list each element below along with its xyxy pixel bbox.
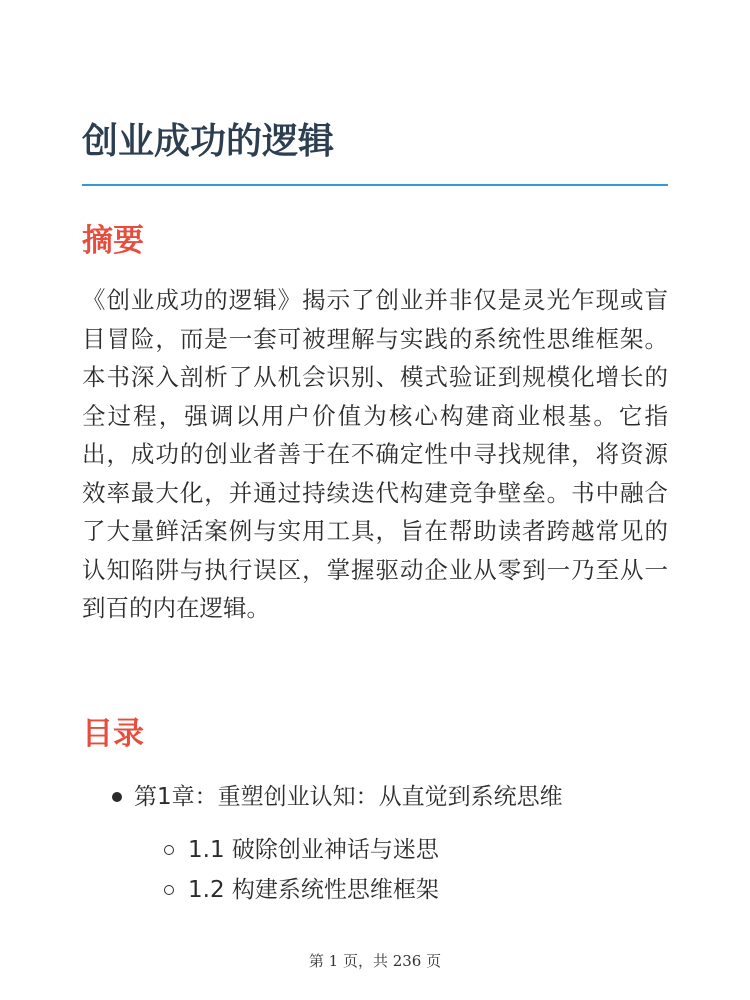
- bullet-circle-icon: [164, 845, 174, 855]
- title-divider: [82, 184, 668, 186]
- toc-chapter-label: 第1章：重塑创业认知：从直觉到系统思维: [134, 784, 563, 810]
- toc-chapter-item: [82, 776, 668, 910]
- bullet-circle-icon: [164, 885, 174, 895]
- page-footer: 第 1 页，共 236 页: [308, 952, 442, 970]
- document-title: 创业成功的逻辑: [82, 121, 335, 162]
- toc-list: [82, 776, 668, 910]
- toc-section-label: 1.1 破除创业神话与迷思: [188, 837, 439, 863]
- toc-section-item: [134, 870, 668, 910]
- bullet-disc-icon: [112, 792, 122, 802]
- toc-section-item: [134, 830, 668, 870]
- toc-section-label: 1.2 构建系统性思维框架: [188, 877, 439, 903]
- toc-heading: 目录: [82, 716, 144, 752]
- toc-section-list: [134, 830, 668, 910]
- summary-heading: 摘要: [82, 223, 144, 259]
- summary-paragraph: 《创业成功的逻辑》揭示了创业并非仅是灵光乍现或盲目冒险，而是一套可被理解与实践的系统性思维框架。本书深入剖析了从机会识别、模式验证到规模化增长的全过程，强调以用户价值为核心构建商业根基。它指出，成功的创业者善于在不确定性中寻找规律，将资源效率最大化，并通过持续迭代构建竞争壁垒。书中融合了大量鲜活案例与实用工具，旨在帮助读者跨越常见的认知陷阱与执行误区，掌握驱动企业从零到一乃至从一到百的内在逻辑。: [82, 286, 668, 622]
